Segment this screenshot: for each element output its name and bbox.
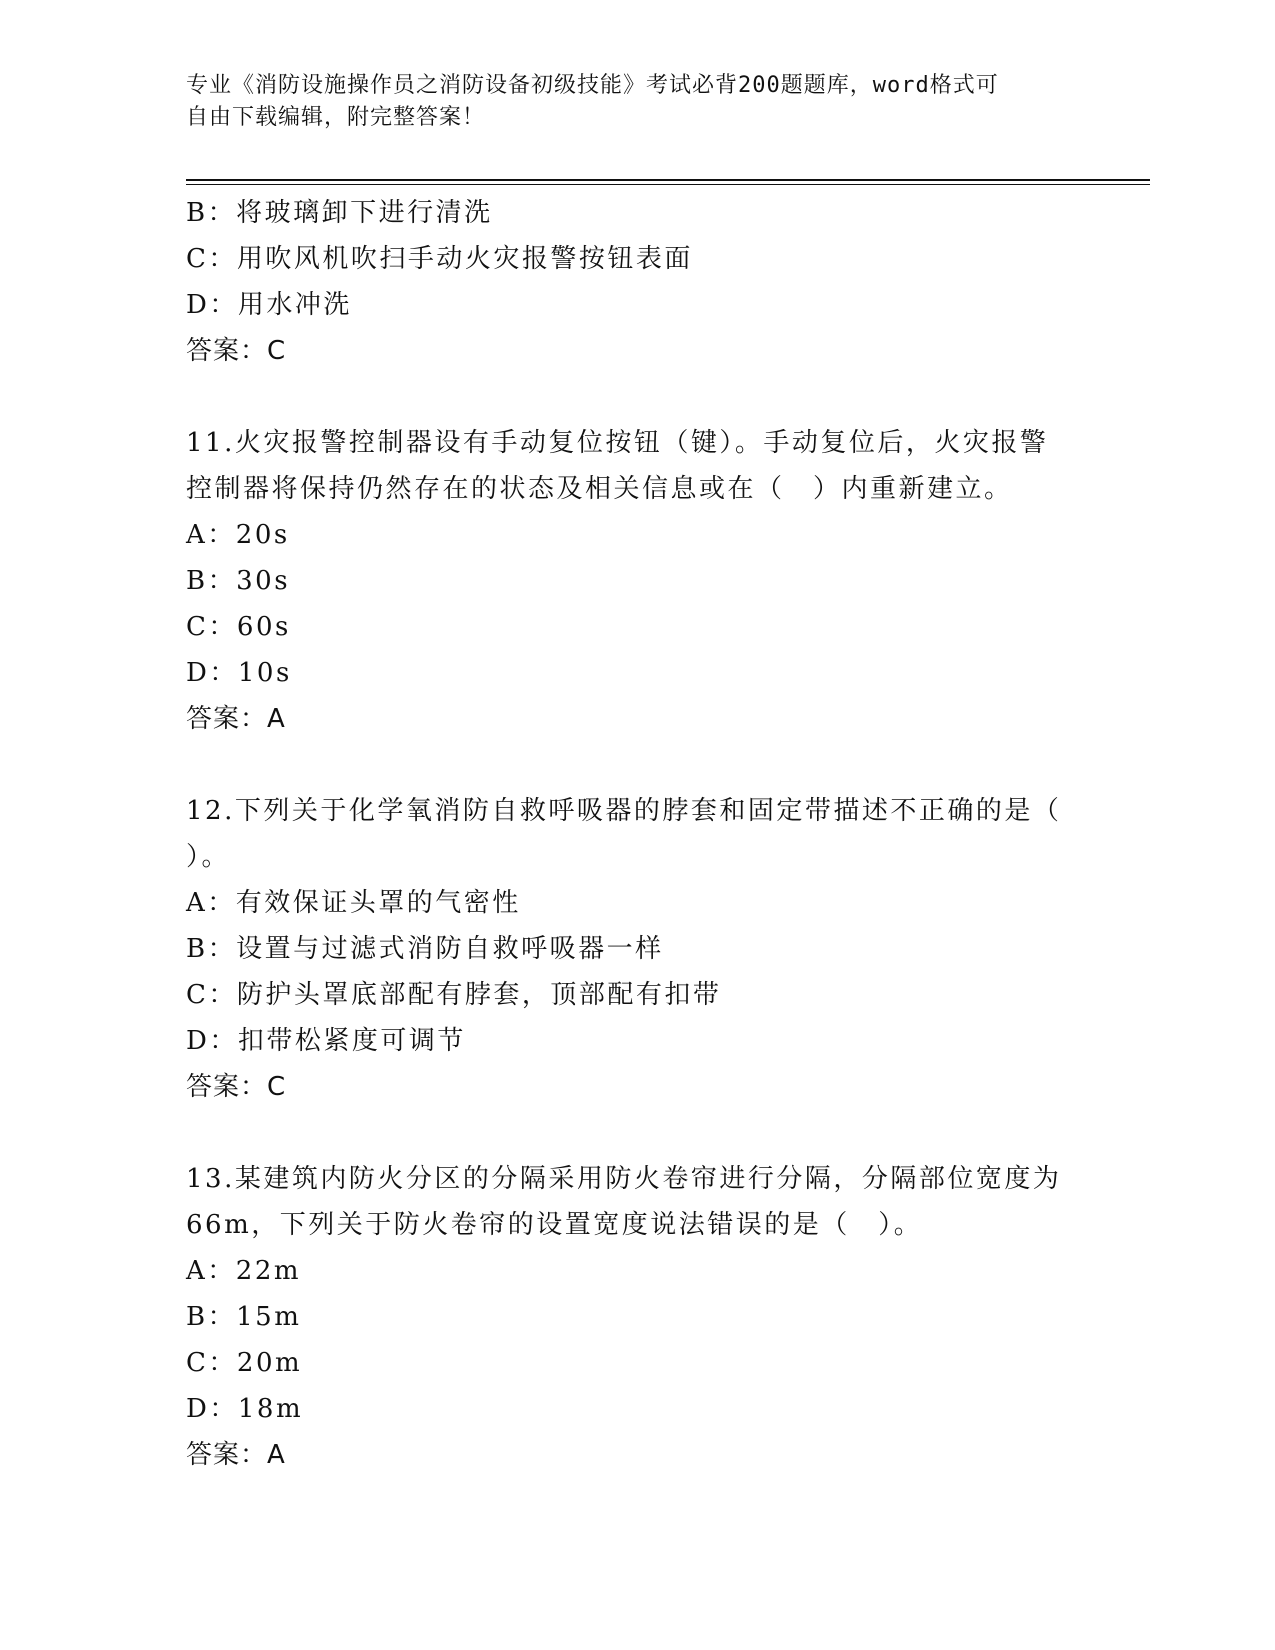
answer-label: 答案： [186,1072,268,1102]
document-header [186,70,1066,134]
option-c: C：用吹风机吹扫手动火灾报警按钮表面 [186,244,693,274]
option-label: A [186,888,208,918]
question-stem-line: 66m，下列关于防火卷帘的设置宽度说法错误的是（ ）。 [186,1210,923,1240]
question-stem-line: 11.火灾报警控制器设有手动复位按钮（键）。手动复位后，火灾报警 [186,428,1049,458]
option-b: B：30s [186,566,291,596]
option-a: A：有效保证头罩的气密性 [186,888,521,918]
option-text: 扣带松紧度可调节 [237,1026,466,1056]
option-label: C [186,612,209,642]
option-text: 60s [236,612,291,642]
answer-label: 答案： [186,336,268,366]
option-text: 20s [235,520,290,550]
answer-value: C [267,1072,287,1102]
option-label: A [186,520,208,550]
option-d: D：扣带松紧度可调节 [186,1026,466,1056]
option-label: B [186,566,208,596]
option-label: A [186,1256,208,1286]
option-d: D：18m [186,1394,304,1424]
option-text: 10s [237,658,292,688]
header-rule-thin [186,184,1150,185]
document-body [186,190,1086,1478]
answer-label: 答案： [186,1440,268,1470]
question-13 [186,1156,1086,1478]
answer-line [186,1064,1086,1110]
answer-value: A [267,1440,286,1470]
option-text: 22m [235,1256,302,1286]
option-d: D：10s [186,658,292,688]
option-label: D [186,658,210,688]
header-line-2: 自由下载编辑，附完整答案！ [186,105,486,130]
option-label: D [186,290,210,320]
prev-question-block [186,190,1086,374]
option-b: B：设置与过滤式消防自救呼吸器一样 [186,934,664,964]
option-b: B：将玻璃卸下进行清洗 [186,198,493,228]
option-d: D：用水冲洗 [186,290,352,320]
option-a: A：22m [186,1256,302,1286]
header-rule-thick [186,179,1150,181]
header-line-1: 专业《消防设施操作员之消防设备初级技能》考试必背200题题库，word格式可 [186,73,999,98]
option-label: C [186,980,209,1010]
option-b: B：15m [186,1302,302,1332]
option-label: C [186,244,209,274]
question-stem-line: 13.某建筑内防火分区的分隔采用防火卷帘进行分隔，分隔部位宽度为 [186,1164,1062,1194]
option-c: C：20m [186,1348,303,1378]
answer-line [186,696,1086,742]
option-c: C：60s [186,612,291,642]
option-text: 用吹风机吹扫手动火灾报警按钮表面 [236,244,693,274]
option-a: A：20s [186,520,290,550]
option-text: 15m [236,1302,302,1332]
question-stem-line: 12.下列关于化学氧消防自救呼吸器的脖套和固定带描述不正确的是（ [186,796,1062,826]
answer-line [186,328,1086,374]
answer-label: 答案： [186,704,268,734]
option-c: C：防护头罩底部配有脖套，顶部配有扣带 [186,980,722,1010]
option-text: 设置与过滤式消防自救呼吸器一样 [236,934,664,964]
question-stem-line: 控制器将保持仍然存在的状态及相关信息或在（ ）内重新建立。 [186,474,1013,504]
question-stem-line: ）。 [186,842,231,872]
question-11 [186,420,1086,742]
option-label: C [186,1348,209,1378]
question-12 [186,788,1086,1110]
option-label: B [186,1302,208,1332]
answer-line [186,1432,1086,1478]
option-label: B [186,934,208,964]
option-label: B [186,198,208,228]
option-label: D [186,1026,210,1056]
option-text: 20m [236,1348,303,1378]
answer-value: A [267,704,286,734]
option-text: 用水冲洗 [237,290,352,320]
option-text: 有效保证头罩的气密性 [235,888,521,918]
option-text: 30s [236,566,291,596]
option-text: 防护头罩底部配有脖套，顶部配有扣带 [236,980,722,1010]
option-text: 将玻璃卸下进行清洗 [236,198,493,228]
answer-value: C [267,336,287,366]
option-text: 18m [237,1394,304,1424]
option-label: D [186,1394,210,1424]
